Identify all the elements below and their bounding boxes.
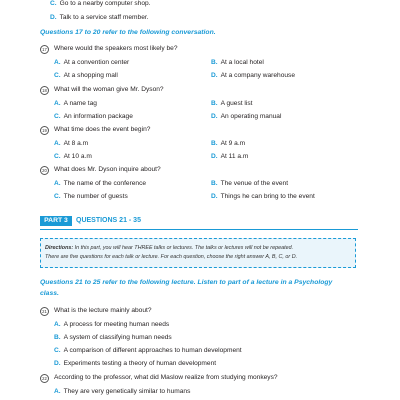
question-number-22: 22: [40, 374, 49, 383]
q17-option-c: C. At a shopping mall: [54, 72, 118, 79]
section-heading-q17-20: Questions 17 to 20 refer to the following conversation.: [40, 29, 216, 36]
q18-option-b: B. A guest list: [211, 100, 253, 107]
q18-option-c: C. An information package: [54, 113, 133, 120]
directions-line-1: Directions: In this part, you will hear THREE talks or lectures. The talks or lectures will not be repeated.: [45, 245, 294, 251]
directions-label: Directions:: [45, 245, 74, 251]
part-3-divider: [40, 229, 358, 230]
question-18-text: What will the woman give Mr. Dyson?: [54, 86, 164, 93]
question-19-text: What time does the event begin?: [54, 126, 151, 133]
q18-option-d: D. An operating manual: [211, 113, 282, 120]
q19-option-c: C. At 10 a.m: [54, 153, 92, 160]
question-20-text: What does Mr. Dyson inquire about?: [54, 166, 161, 173]
q21-option-b: B. A system of classifying human needs: [54, 334, 172, 341]
q19-option-a: A. At 8 a.m: [54, 140, 89, 147]
q19-option-d: D. At 11 a.m: [211, 153, 249, 160]
part-3-title: QUESTIONS 21 - 35: [76, 217, 141, 224]
question-21-text: What is the lecture mainly about?: [54, 307, 152, 314]
question-number-21: 21: [40, 307, 49, 316]
q17-option-a: A. At a convention center: [54, 59, 130, 66]
q16-option-c: C. Go to a nearby computer shop.: [50, 0, 151, 7]
question-17-text: Where would the speakers most likely be?: [54, 45, 178, 52]
q21-option-c: C. A comparison of different approaches to human development: [54, 347, 242, 354]
q16-option-d: D. Talk to a service staff member.: [50, 14, 149, 21]
directions-box: [40, 238, 356, 268]
q20-option-b: B. The venue of the event: [211, 180, 289, 187]
q19-option-b: B. At 9 a.m: [211, 140, 246, 147]
section-heading-q21-25-line-2: class.: [40, 290, 59, 297]
question-number-19: 19: [40, 126, 49, 135]
part-3-label: PART 3: [40, 216, 72, 226]
q17-option-b: B. At a local hotel: [211, 59, 264, 66]
question-number-20: 20: [40, 166, 49, 175]
q22-option-a: A. They are very genetically similar to humans: [54, 388, 191, 395]
q21-option-a: A. A process for meeting human needs: [54, 321, 170, 328]
directions-line-2: There are five questions for each talk or lecture. For each question, choose the right answer A, B, C, or D.: [45, 254, 298, 260]
question-number-17: 17: [40, 45, 49, 54]
q17-option-d: D. At a company warehouse: [211, 72, 295, 79]
q20-option-d: D. Things he can bring to the event: [211, 193, 315, 200]
q20-option-a: A. The name of the conference: [54, 180, 147, 187]
question-number-18: 18: [40, 86, 49, 95]
q20-option-c: C. The number of guests: [54, 193, 128, 200]
section-heading-q21-25-line-1: Questions 21 to 25 refer to the following lecture. Listen to part of a lecture in a Psychology: [40, 279, 333, 286]
q21-option-d: D. Experiments testing a theory of human development: [54, 360, 217, 367]
question-22-text: According to the professor, what did Maslow realize from studying monkeys?: [54, 374, 278, 381]
q18-option-a: A. A name tag: [54, 100, 97, 107]
